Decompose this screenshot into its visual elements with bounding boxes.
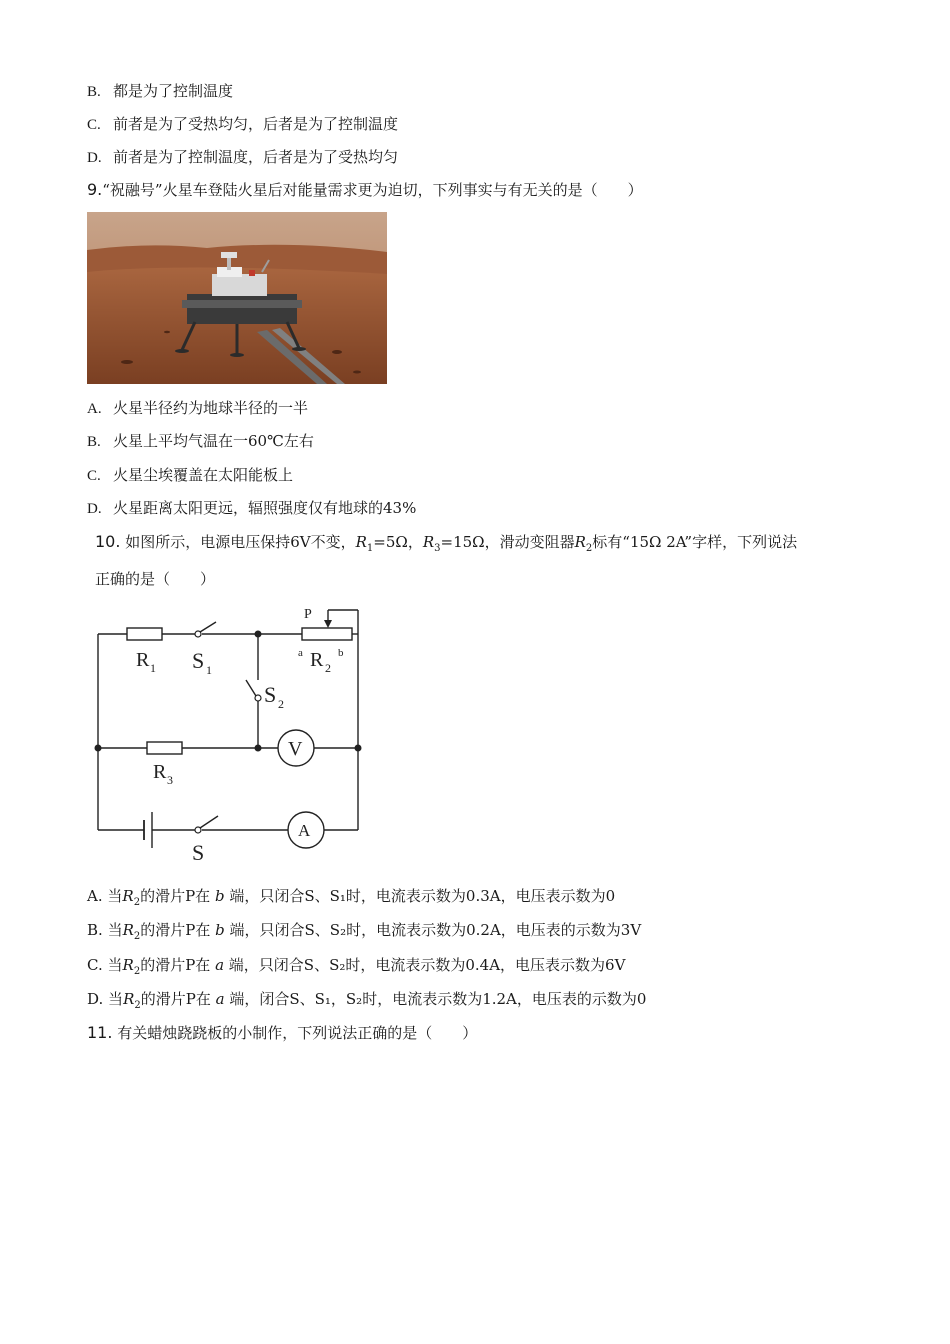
stem-part: =15Ω，滑动变阻器 [440, 533, 575, 551]
option-label: B. [87, 921, 103, 939]
end-letter: a [215, 956, 225, 974]
option-text: 火星上平均气温在一60℃左右 [113, 432, 314, 450]
option-label: D. [87, 501, 102, 517]
ammeter-label: A [298, 821, 311, 840]
label-s1: S [192, 648, 205, 673]
var-sub: 2 [585, 543, 593, 554]
q10-stem [95, 532, 797, 559]
option-text: 都是为了控制温度 [113, 82, 234, 100]
var-r: R [355, 533, 367, 551]
var-sub: 3 [434, 543, 441, 554]
option-label: C. [87, 468, 101, 484]
label-a: a [298, 647, 303, 659]
option-text: 端，闭合S、S₁，S₂时，电流表示数为1.2A，电压表的示数为0 [229, 990, 647, 1008]
label-s: S [192, 840, 205, 865]
option-text: 的滑片P在 [140, 887, 211, 905]
option-text: 的滑片P在 [140, 956, 211, 974]
label-s2: S [264, 682, 277, 707]
label-p: P [304, 607, 312, 622]
question-number: 10. [95, 532, 121, 551]
label-b: b [338, 647, 344, 659]
label-s2-sub: 2 [278, 697, 284, 711]
stem-part: 如图所示，电源电压保持6V不变， [125, 533, 356, 551]
var-r: R [122, 921, 134, 939]
end-letter: b [214, 887, 225, 905]
q10-option-b [87, 920, 641, 947]
option-text: 端，只闭合S、S₂时，电流表示数为0.4A，电压表示数为6V [228, 956, 626, 974]
q9-option-c [87, 465, 293, 486]
q9-stem [87, 180, 643, 200]
option-text: 前者是为了控制温度，后者是为了受热均匀 [113, 148, 399, 166]
label-r1-sub: 1 [150, 661, 156, 675]
question-text: “祝融号”火星车登陆火星后对能量需求更为迫切，下列事实与有无关的是（ ） [102, 181, 643, 199]
voltmeter-label: V [288, 738, 303, 760]
option-text: 火星尘埃覆盖在太阳能板上 [113, 466, 294, 484]
option-label: B. [87, 434, 101, 450]
option-text: 的滑片P在 [140, 921, 211, 939]
option-text: 当 [108, 990, 124, 1008]
var-r: R [123, 990, 135, 1008]
option-text: 火星半径约为地球半径的一半 [113, 399, 309, 417]
option-text: 前者是为了受热均匀，后者是为了控制温度 [113, 115, 399, 133]
q8-option-d [87, 147, 398, 168]
label-r3-sub: 3 [167, 773, 173, 787]
option-label: A. [87, 887, 103, 905]
var-sub: 2 [134, 1000, 141, 1011]
label-s1-sub: 1 [206, 663, 212, 677]
q9-option-a [87, 398, 308, 419]
var-r: R [122, 956, 134, 974]
var-sub: 2 [133, 966, 141, 977]
option-text: 端，只闭合S、S₂时，电流表示数为0.2A，电压表的示数为3V [229, 921, 642, 939]
end-letter: a [215, 990, 225, 1008]
stem-part: =5Ω， [373, 533, 423, 551]
q10-stem-line2 [95, 569, 215, 589]
stem-part: 正确的是（ ） [95, 570, 216, 588]
label-r1: R [136, 649, 150, 671]
option-label: C. [87, 956, 103, 974]
question-text: 有关蜡烛跷跷板的小制作，下列说法正确的是（ ） [117, 1024, 478, 1042]
label-r2-sub: 2 [325, 661, 331, 675]
q8-option-c [87, 114, 398, 135]
q10-option-d [87, 989, 646, 1016]
option-label: D. [87, 990, 104, 1008]
stem-part: 标有“15Ω 2A”字样，下列说法 [592, 533, 798, 551]
label-r3: R [153, 761, 167, 783]
question-number: 11. [87, 1023, 113, 1042]
option-text: 当 [107, 956, 123, 974]
var-r: R [122, 887, 134, 905]
label-r2: R [310, 649, 324, 671]
question-number: 9. [87, 180, 103, 199]
var-r: R [574, 533, 586, 551]
q8-option-b [87, 81, 233, 102]
option-text: 火星距离太阳更远，辐照强度仅有地球的43% [113, 499, 417, 517]
option-label: C. [87, 117, 101, 133]
var-sub: 2 [133, 931, 141, 942]
var-sub: 1 [366, 543, 374, 554]
mars-rover-photo [87, 212, 387, 384]
end-letter: b [215, 921, 225, 939]
q9-option-b [87, 431, 314, 452]
circuit-diagram [90, 598, 380, 868]
option-label: B. [87, 84, 101, 100]
var-sub: 2 [133, 897, 141, 908]
option-text: 当 [107, 921, 123, 939]
q9-option-d [87, 498, 416, 519]
q11-stem [87, 1023, 477, 1043]
option-text: 端，只闭合S、S₁时，电流表示数为0.3A，电压表示数为0 [229, 887, 616, 905]
option-text: 的滑片P在 [140, 990, 211, 1008]
option-text: 当 [107, 887, 123, 905]
q10-option-a [87, 886, 615, 913]
var-r: R [422, 533, 435, 551]
option-label: D. [87, 150, 102, 166]
q10-option-c [87, 955, 625, 982]
option-label: A. [87, 401, 102, 417]
